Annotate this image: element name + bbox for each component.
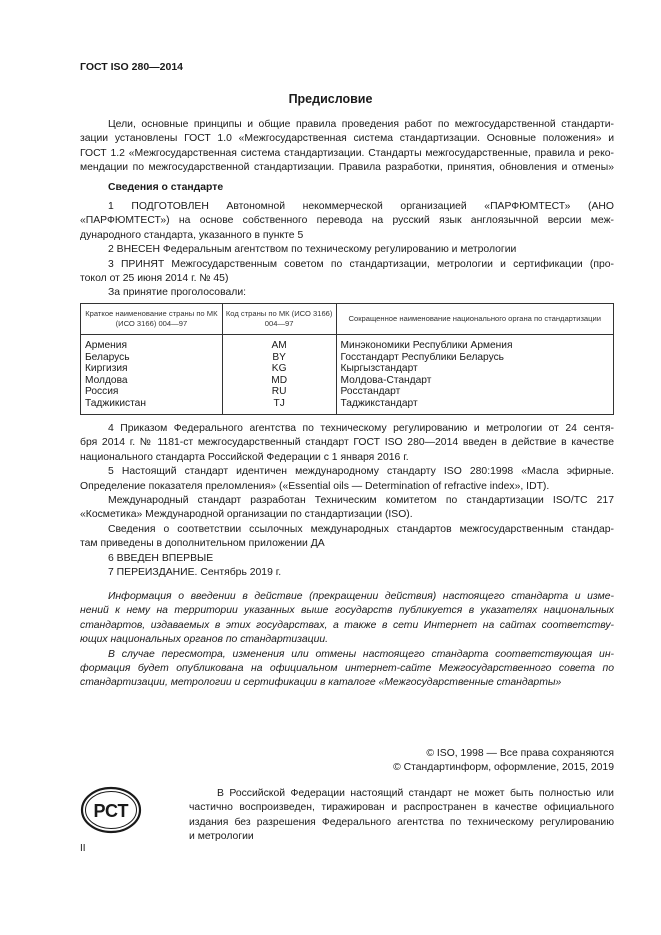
notice-paragraph [80,590,614,691]
text-line: национального стандарта Российской Федерации с 1 января 2016 г. [80,451,409,463]
intro-paragraph [80,118,614,176]
cell-country: Россия [81,386,223,398]
text-line: издания без разрешения Федерального агентства по техническому регулированию [189,816,614,828]
cell-body: Кыргызстандарт [336,363,613,375]
text-line: Сведения о соответствии ссылочных международных стандартов межгосударственным стандар- [108,523,614,535]
table-header-country: Краткое наименование страны по МК (ИСО 3166) 004—97 [81,304,223,335]
text-line: токол от 25 июня 2014 г. № 45) [80,273,229,285]
table-row [81,363,614,375]
document-code: ГОСТ ISO 280—2014 [80,61,184,73]
text-line: Цели, основные принципы и общие правила проведения работ по межгосударственной стандарти- [108,119,614,130]
cell-country: Армения [81,335,223,352]
standard-info-block [80,200,614,301]
table-header-body: Сокращенное наименование национального органа по стандартизации [336,304,613,335]
text-line: Определение показателя преломления» («Essential oils — Determination of refractive index», IDT). [80,480,550,492]
text-line: мендации по межгосударственной стандартизации. Правила разработки, принятия, обновления и отмены» [80,162,614,174]
text-line: и метрологии [189,831,254,843]
cell-body: Госстандарт Республики Беларусь [336,352,613,364]
text-line: 1 ПОДГОТОВЛЕН Автономной некоммерческой организацией «ПАРФЮМТЕСТ» (АНО [108,201,614,212]
text-line: «Косметика» Международной организации по стандартизации (ISO). [80,509,413,521]
rst-logo-icon [80,786,142,834]
table-row [81,375,614,387]
section-heading: Сведения о стандарте [108,182,224,193]
standard-info-continued [80,422,614,580]
text-line: 3 ПРИНЯТ Межгосударственным советом по стандартизации, метрологии и сертификации (про- [108,258,614,270]
text-line: В случае пересмотра, изменения или отмены настоящего стандарта соответствующая ин- [108,648,614,660]
text-line: там приведены в дополнительном приложении ДА [80,538,325,550]
cell-code: MD [222,375,336,387]
cell-body: Росстандарт [336,386,613,398]
copyright-block [80,747,614,776]
text-line: зации установлены ГОСТ 1.0 «Межгосударственная система стандартизации. Основные положения» и [80,133,614,145]
page-number: II [80,843,86,854]
text-line: 5 Настоящий стандарт идентичен международному стандарту ISO 280:1998 «Масла эфирные. [108,466,614,478]
text-line: дународного стандарта, указанного в пункте 5 [80,229,304,241]
text-line: ГОСТ 1.2 «Межгосударственная система стандартизации. Стандарты межгосударственные, правила и реко- [80,147,614,159]
cell-country: Молдова [81,375,223,387]
text-line: За принятие проголосовали: [108,287,247,299]
table-row [81,335,614,352]
cell-body: Таджикстандарт [336,398,613,414]
text-line: 4 Приказом Федерального агентства по техническому регулированию и метрологии от 24 сентя- [108,423,614,434]
cell-country: Беларусь [81,352,223,364]
cell-country: Таджикистан [81,398,223,414]
table-row [81,352,614,364]
voting-table [80,303,614,415]
text-line: В Российской Федерации настоящий стандарт не может быть полностью или [217,788,614,799]
text-line: Международный стандарт разработан Техническим комитетом по стандартизации ISO/TC 217 [108,495,614,507]
cell-code: BY [222,352,336,364]
page-title: Предисловие [288,92,373,106]
cell-code: TJ [222,398,336,414]
cell-code: KG [222,363,336,375]
text-line: формация будет опубликована на официальном интернет-сайте Межгосударственного совета по [80,663,614,675]
text-line: частично воспроизведен, тиражирован и распространен в качестве официального [189,802,614,814]
table-row [81,398,614,414]
cell-body: Минэкономики Республики Армения [336,335,613,352]
text-line: Информация о введении в действие (прекращении действия) настоящего стандарта и изме- [108,591,614,602]
text-line: 7 ПЕРЕИЗДАНИЕ. Сентябрь 2019 г. [108,567,282,579]
copyright-iso: © ISO, 1998 — Все права сохраняются [426,748,614,759]
copyright-standartinform: © Стандартинформ, оформление, 2015, 2019 [393,762,614,774]
logo-text: РСТ [93,801,129,821]
text-line: нений к нему на территории указанных выше государств публикуется в указателях национальных [80,605,614,617]
rf-notice [189,787,614,845]
cell-body: Молдова-Стандарт [336,375,613,387]
table-row [81,386,614,398]
text-line: стандартов, издаваемых в этих государствах, а также в сети Интернет на сайтах соответству- [80,619,614,631]
text-line: 6 ВВЕДЕН ВПЕРВЫЕ [108,552,214,564]
cell-code: RU [222,386,336,398]
cell-country: Киргизия [81,363,223,375]
text-line: ющих национальных органов по стандартизации. [80,634,329,646]
cell-code: AM [222,335,336,352]
text-line: «ПАРФЮМТЕСТ») на основе собственного перевода на русский язык англоязычной версии меж- [80,215,614,227]
text-line: 2 ВНЕСЕН Федеральным агентством по техническому регулированию и метрологии [108,244,517,256]
text-line: бря 2014 г. № 1181-ст межгосударственный стандарт ГОСТ ISO 280—2014 введен в действие в качестве [80,437,614,449]
table-header-code: Код страны по МК (ИСО 3166) 004—97 [222,304,336,335]
text-line: стандартизации, метрологии и сертификации в каталоге «Межгосударственные стандарты» [80,677,562,689]
